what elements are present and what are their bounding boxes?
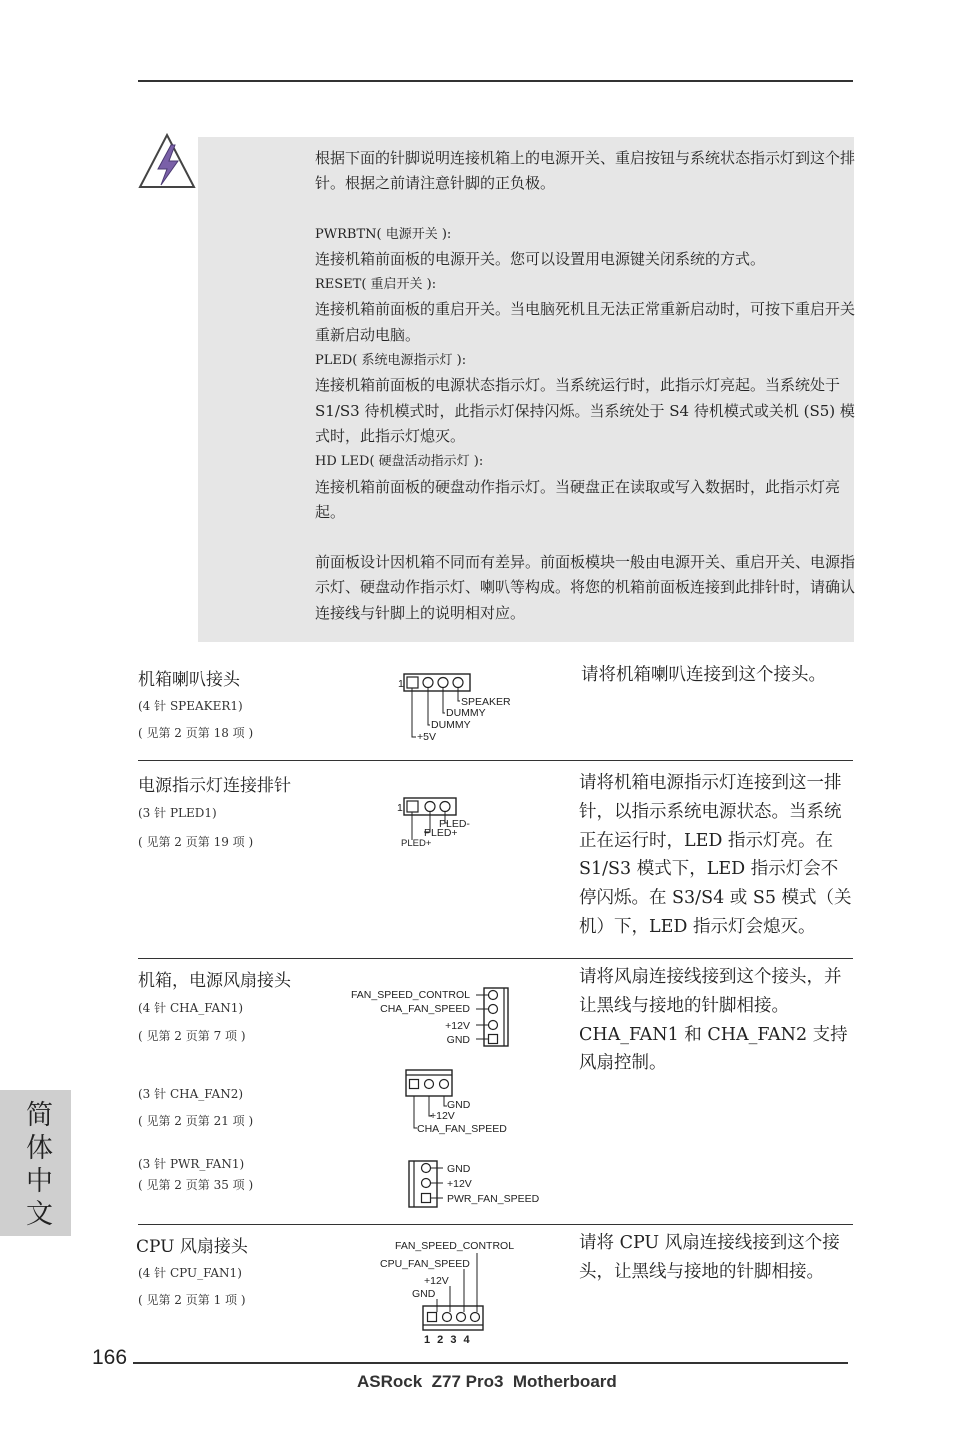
cha-fan2-pin-1	[410, 1080, 419, 1089]
footer-rule	[133, 1362, 848, 1364]
pled-pin-1	[407, 801, 418, 812]
cha-fan1-label-speed: CHA_FAN_SPEED	[380, 1003, 470, 1015]
pwr-fan1-header-diagram	[405, 1158, 550, 1210]
cha-fan1-pin-2	[489, 1021, 498, 1030]
cha-fan2-label-12v: +12V	[430, 1110, 455, 1122]
cpu-fan-pin-3	[457, 1313, 466, 1322]
cha-fan1-label-control: FAN_SPEED_CONTROL	[350, 989, 470, 1001]
pled-pins: (3 针 PLED1)	[138, 806, 217, 820]
speaker-label-dummy-2: DUMMY	[431, 719, 471, 731]
cha-fan2-label-speed: CHA_FAN_SPEED	[417, 1123, 507, 1135]
cpu-fan-label-12v: +12V	[424, 1275, 449, 1287]
section-divider-3	[138, 1224, 853, 1225]
cpu-fan-title: CPU 风扇接头	[136, 1237, 248, 1257]
pled-desc: 请将机箱电源指示灯连接到这一排针，以指示系统电源状态。当系统正在运行时，LED 指示灯亮。在 S1/S3 模式下，LED 指示灯会不停闪烁。在 S3/S4 或 S5 模式（关机）下，LED 指示灯会熄灭。	[579, 773, 852, 937]
speaker-pins: (4 针 SPEAKER1)	[138, 699, 243, 713]
cpu-fan-header-diagram	[380, 1236, 530, 1348]
cpu-fan-desc: 请将 CPU 风扇连接线接到这个接头，让黑线与接地的针脚相接。	[579, 1233, 840, 1282]
chassis-fan-desc: 请将风扇连接线接到这个接头，并让黑线与接地的针脚相接。CHA_FAN1 和 CHA_FAN2 支持风扇控制。	[579, 967, 848, 1074]
cha-fan1-label-12v: +12V	[445, 1020, 470, 1032]
pled-label-plus-1: PLED+	[424, 827, 458, 839]
reset-label: RESET( 重启开关 ):	[315, 277, 437, 293]
pled-desc: 连接机箱前面板的电源状态指示灯。当系统运行时，此指示灯亮起。当系统处于 S1/S3 待机模式时，此指示灯保持闪烁。当系统处于 S4 待机模式或关机 (S5) 模式时，此指示灯熄灭。	[315, 376, 855, 445]
cha-fan1-pins: (4 针 CHA_FAN1)	[138, 1001, 244, 1015]
section-divider-1	[138, 760, 853, 761]
speaker-desc: 请将机箱喇叭连接到这个接头。	[581, 665, 826, 685]
hdled-label: HD LED( 硬盘活动指示灯 ):	[315, 454, 484, 470]
pwrbtn-label: PWRBTN( 电源开关 ):	[315, 226, 452, 242]
cpu-fan-label-control: FAN_SPEED_CONTROL	[395, 1240, 515, 1252]
speaker-title: 机箱喇叭接头	[138, 670, 240, 690]
footer-title: ASRock Z77 Pro3 Motherboard	[357, 1372, 617, 1391]
speaker-header-diagram	[390, 668, 520, 746]
cha-fan1-pin-3	[489, 1005, 498, 1014]
language-side-tab	[0, 1090, 71, 1236]
speaker-label-5v: +5V	[417, 731, 436, 743]
cha-fan1-header-diagram	[340, 982, 520, 1050]
pwr-fan1-ref: ( 见第 2 页第 35 项 )	[138, 1178, 254, 1192]
cpu-fan-pin-1	[428, 1313, 437, 1322]
speaker-pin1-label: 1	[398, 678, 404, 690]
cha-fan2-pin-3	[440, 1080, 449, 1089]
cpu-fan-pin-2	[443, 1313, 452, 1322]
pled-pin-3	[440, 802, 450, 812]
pled-label-plus-2: PLED+	[401, 838, 432, 849]
pled-pin1-label: 1	[397, 802, 403, 814]
speaker-pin-3	[438, 678, 448, 688]
pwr-fan1-pins: (3 针 PWR_FAN1)	[138, 1157, 245, 1171]
pwr-fan1-pin-1	[422, 1194, 431, 1203]
pled-pin-2	[425, 802, 435, 812]
cha-fan2-header-diagram	[400, 1066, 520, 1138]
page-number: 166	[92, 1346, 128, 1369]
cpu-fan-label-speed: CPU_FAN_SPEED	[380, 1258, 470, 1270]
pled-ref: ( 见第 2 页第 19 项 )	[138, 835, 254, 849]
pled-label-minus: PLED-	[439, 818, 470, 830]
hdled-desc: 连接机箱前面板的硬盘动作指示灯。当硬盘正在读取或写入数据时，此指示灯亮起。	[315, 477, 841, 521]
speaker-pin-2	[423, 678, 433, 688]
warning-text	[315, 146, 855, 626]
reset-desc: 连接机箱前面板的重启开关。当电脑死机且无法正常重新启动时，可按下重启开关重新启动电脑。	[315, 300, 856, 344]
pwr-fan1-label-gnd: GND	[447, 1163, 471, 1175]
cha-fan1-ref: ( 见第 2 页第 7 项 )	[138, 1029, 246, 1043]
pwr-fan1-label-speed: PWR_FAN_SPEED	[447, 1193, 540, 1205]
cha-fan2-ref: ( 见第 2 页第 21 项 )	[138, 1114, 254, 1128]
pled-header-diagram	[392, 794, 492, 852]
cpu-fan-label-gnd: GND	[412, 1288, 436, 1300]
pwrbtn-desc: 连接机箱前面板的电源开关。您可以设置用电源键关闭系统的方式。	[315, 249, 766, 268]
pled-title: 电源指示灯连接排针	[138, 776, 291, 796]
pled-label: PLED( 系统电源指示灯 ):	[315, 353, 467, 369]
pwr-fan1-pin-2	[422, 1179, 431, 1188]
speaker-ref: ( 见第 2 页第 18 项 )	[138, 726, 254, 740]
pwr-fan1-pin-3	[422, 1164, 431, 1173]
section-divider-2	[138, 958, 853, 959]
cha-fan1-pin-4	[489, 991, 498, 1000]
top-rule	[138, 80, 853, 82]
warning-note: 前面板设计因机箱不同而有差异。前面板模块一般由电源开关、重启开关、电源指示灯、硬盘动作指示灯、喇叭等构成。将您的机箱前面板连接到此排针时，请确认连接线与针脚上的说明相对应。	[315, 553, 856, 622]
cha-fan2-pins: (3 针 CHA_FAN2)	[138, 1087, 244, 1101]
speaker-label-speaker: SPEAKER	[461, 696, 511, 708]
cha-fan1-label-gnd: GND	[446, 1034, 470, 1046]
speaker-pin-4	[453, 678, 463, 688]
language-tab-label: 简体中文	[21, 1100, 52, 1232]
cpu-fan-pin-4	[471, 1313, 480, 1322]
cpu-fan-ref: ( 见第 2 页第 1 项 )	[138, 1293, 246, 1307]
pwr-fan1-label-12v: +12V	[447, 1178, 472, 1190]
chassis-fan-title: 机箱，电源风扇接头	[138, 971, 291, 991]
cha-fan2-label-gnd: GND	[447, 1099, 471, 1111]
warning-intro: 根据下面的针脚说明连接机箱上的电源开关、重启按钮与系统状态指示灯到这个排针。根据之前请注意针脚的正负极。	[315, 149, 856, 193]
speaker-pin-1	[407, 677, 418, 688]
cha-fan2-pin-2	[425, 1080, 434, 1089]
cpu-fan-pins: (4 针 CPU_FAN1)	[138, 1266, 242, 1280]
cha-fan1-pin-1	[489, 1035, 498, 1044]
speaker-label-dummy-1: DUMMY	[446, 707, 486, 719]
cpu-fan-pin-numbers: 1 2 3 4	[424, 1334, 472, 1346]
lightning-warning-icon	[136, 131, 198, 191]
